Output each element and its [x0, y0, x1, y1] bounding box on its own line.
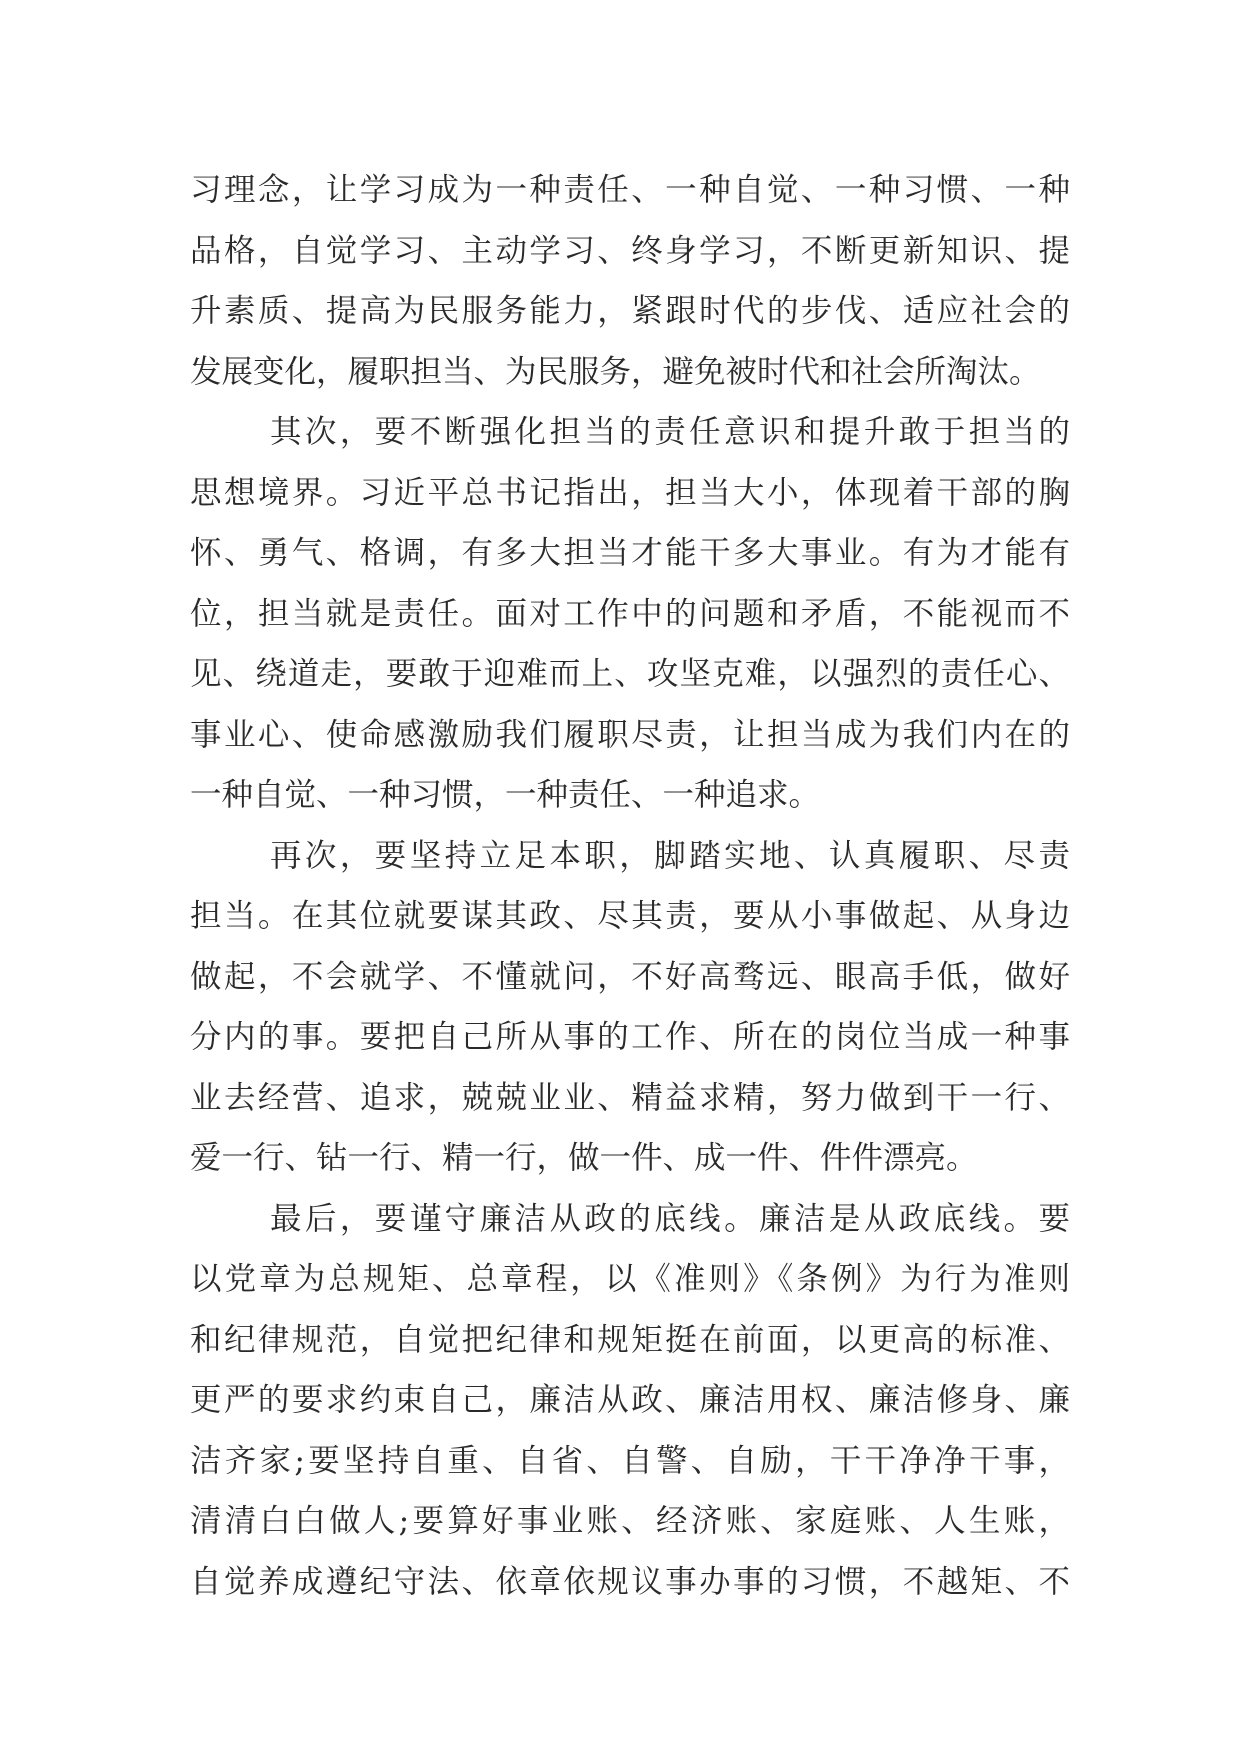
document-body — [190, 160, 1070, 1612]
text-line: 怀、勇气、格调，有多大担当才能干多大事业。有为才能有 — [190, 535, 1070, 571]
text-line: 见、绕道走，要敢于迎难而上、攻坚克难，以强烈的责任心、 — [190, 656, 1070, 692]
text-line: 发展变化，履职担当、为民服务，避免被时代和社会所淘汰。 — [190, 353, 1041, 390]
text-line: 洁齐家;要坚持自重、自省、自警、自励，干干净净干事， — [190, 1442, 1070, 1479]
text-line: 做起，不会就学、不懂就问，不好高骛远、眼高手低，做好 — [190, 958, 1070, 995]
paragraph-first-line: 再次，要坚持立足本职，脚踏实地、认真履职、尽责 — [270, 837, 1070, 874]
text-line: 思想境界。习近平总书记指出，担当大小，体现着干部的胸 — [190, 474, 1070, 511]
text-line: 更严的要求约束自己，廉洁从政、廉洁用权、廉洁修身、廉 — [190, 1382, 1070, 1418]
text-line: 分内的事。要把自己所从事的工作、所在的岗位当成一种事 — [190, 1019, 1070, 1055]
text-line: 升素质、提高为民服务能力，紧跟时代的步伐、适应社会的 — [190, 293, 1070, 329]
text-line: 以党章为总规矩、总章程，以《准则》《条例》为行为准则 — [190, 1261, 1070, 1297]
text-line: 担当。在其位就要谋其政、尽其责，要从小事做起、从身边 — [190, 898, 1070, 934]
paragraph-first-line: 其次，要不断强化担当的责任意识和提升敢于担当的 — [270, 414, 1070, 450]
paragraph-first-line: 最后，要谨守廉洁从政的底线。廉洁是从政底线。要 — [270, 1200, 1070, 1237]
text-line: 一种自觉、一种习惯，一种责任、一种追求。 — [190, 777, 821, 813]
text-line: 自觉养成遵纪守法、依章依规议事办事的习惯，不越矩、不 — [190, 1563, 1070, 1600]
text-line: 习理念，让学习成为一种责任、一种自觉、一种习惯、一种 — [190, 172, 1070, 208]
text-line: 爱一行、钻一行、精一行，做一件、成一件、件件漂亮。 — [190, 1140, 978, 1176]
text-line: 位，担当就是责任。面对工作中的问题和矛盾，不能视而不 — [190, 595, 1070, 632]
text-line: 事业心、使命感激励我们履职尽责，让担当成为我们内在的 — [190, 716, 1070, 753]
text-line: 清清白白做人;要算好事业账、经济账、家庭账、人生账， — [190, 1503, 1070, 1539]
text-line: 品格，自觉学习、主动学习、终身学习，不断更新知识、提 — [190, 232, 1070, 269]
text-line: 业去经营、追求，兢兢业业、精益求精，努力做到干一行、 — [190, 1079, 1070, 1116]
text-line: 和纪律规范，自觉把纪律和规矩挺在前面，以更高的标准、 — [190, 1321, 1070, 1358]
